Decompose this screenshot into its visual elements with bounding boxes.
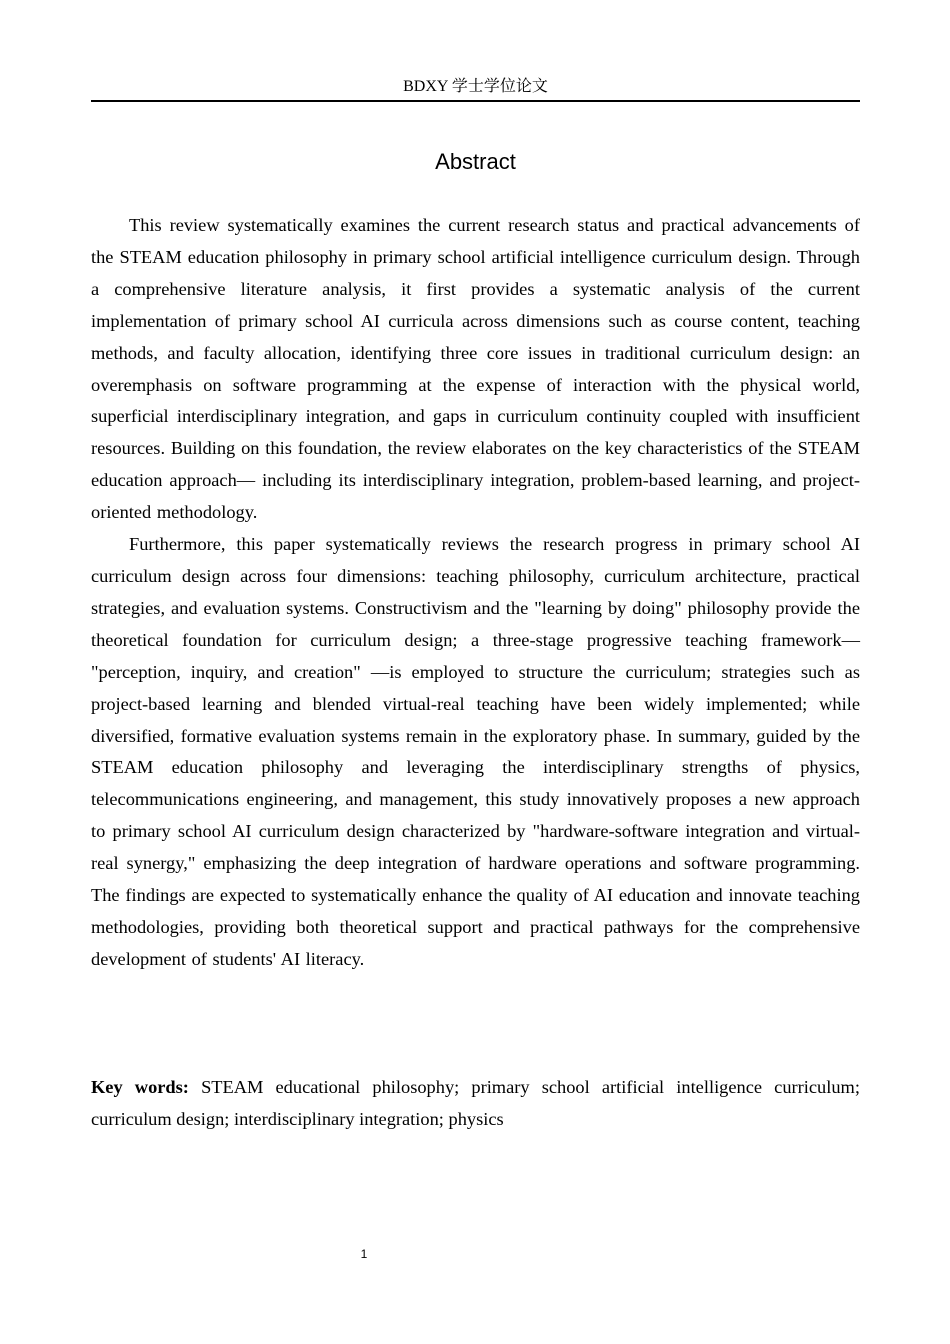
abstract-body (91, 210, 860, 976)
abstract-title: Abstract (435, 149, 516, 174)
keywords-text: STEAM educational philosophy; primary school artificial intelligence curriculum; curriculum design; interdisciplinary integration; physics (91, 1077, 860, 1129)
abstract-paragraph-1: This review systematically examines the current research status and practical advancements of the STEAM education philosophy in primary school artificial intelligence curriculum design. Through a comprehensive literature analysis, it first provides a systematic analysis of the current implementation of primary school AI curricula across dimensions such as course content, teaching methods, and faculty allocation, identifying three core issues in traditional curriculum design: an overemphasis on software programming at the expense of interaction with the physical world, superficial interdisciplinary integration, and gaps in curriculum continuity coupled with insufficient resources. Building on this foundation, the review elaborates on the key characteristics of the STEAM education approach— including its interdisciplinary integration, problem-based learning, and project-oriented methodology. (91, 215, 860, 523)
keywords-label: Key words: (91, 1077, 189, 1097)
page-number: 1 (360, 1247, 368, 1261)
running-header: BDXY 学士学位论文 (403, 78, 548, 95)
header-rule (91, 100, 860, 102)
keywords-section (91, 1071, 860, 1135)
abstract-paragraph-2: Furthermore, this paper systematically reviews the research progress in primary school AI curriculum design across four dimensions: teaching philosophy, curriculum architecture, practical strategies, and evaluation systems. Constructivism and the "learning by doing" philosophy provide the theoretical foundation for curriculum design; a three-stage progressive teaching framework— "perception, inquiry, and creation" —is employed to structure the curriculum; strategies such as project-based learning and blended virtual-real teaching have been widely implemented; while diversified, formative evaluation systems remain in the exploratory phase. In summary, guided by the STEAM education philosophy and leveraging the interdisciplinary strengths of physics, telecommunications engineering, and management, this study innovatively proposes a new approach to primary school AI curriculum design characterized by "hardware-software integration and virtual-real synergy," emphasizing the deep integration of hardware operations and software programming. The findings are expected to systematically enhance the quality of AI education and innovate teaching methodologies, providing both theoretical support and practical pathways for the comprehensive development of students' AI literacy. (91, 534, 860, 969)
